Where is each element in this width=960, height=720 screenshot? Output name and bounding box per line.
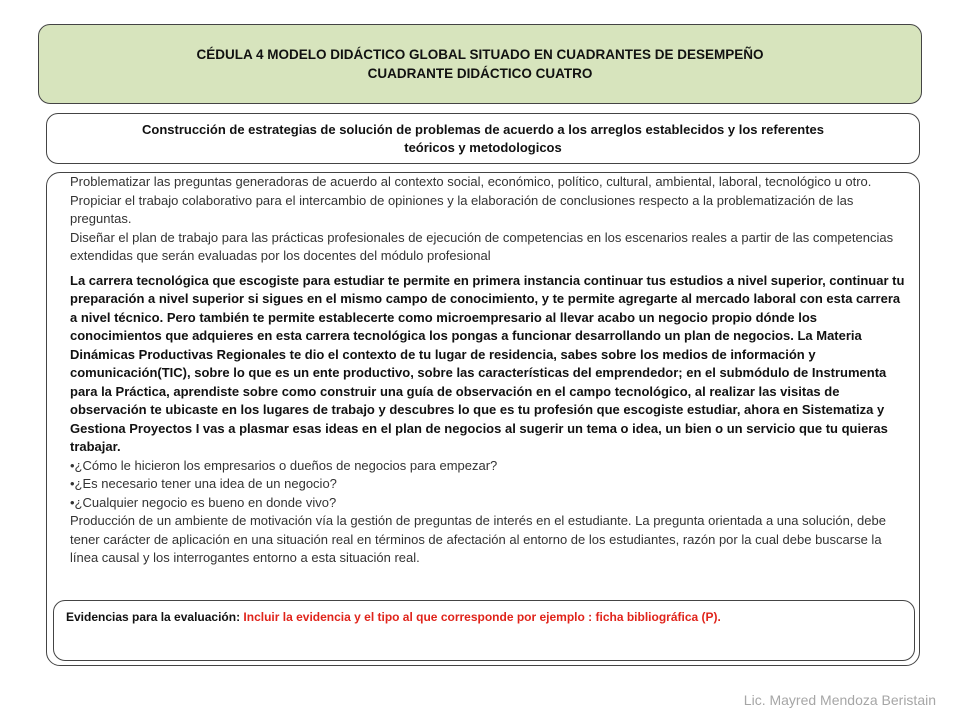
bullet-item: •¿Cualquier negocio es bueno en donde vivo?	[70, 494, 337, 510]
closing-paragraph: Producción de un ambiente de motivación vía la gestión de preguntas de interés en el estudiante. La pregunta orientada a una solución, debe tener carácter de aplicación en una situación real en términos de afectación al entorno de los estudiantes, razón por la cual debe buscarse la línea causal y los interrogantes entorno a esta situación real.	[70, 513, 886, 565]
intro-paragraph: Problematizar las preguntas generadoras de acuerdo al contexto social, económico, político, cultural, ambiental, laboral, tecnológico u otro. Propiciar el trabajo colaborativo para el intercambio de opiniones y la elaboración de conclusiones respecto a la problematización de las preguntas. Diseñar el plan de trabajo para las prácticas profesionales de ejecución de competencias en los escenarios reales a partir de las competencias extendidas que serán evaluadas por los docentes del módulo profesional	[70, 174, 894, 263]
bullet-item: •¿Es necesario tener una idea de un negocio?	[70, 476, 337, 491]
title-line-2: CUADRANTE DIDÁCTICO CUATRO	[367, 66, 593, 81]
bullet-item: •¿Cómo le hicieron los empresarios o dueños de negocios para empezar?	[70, 457, 498, 473]
title-box	[38, 24, 922, 104]
evidence-label: Evidencias para la evaluación:	[66, 610, 244, 624]
main-content	[70, 173, 906, 568]
evidence-text: Incluir la evidencia y el tipo al que corresponde por ejemplo : ficha bibliográfica (P).	[243, 610, 721, 624]
subtitle-box	[46, 113, 920, 164]
title-line-1: CÉDULA 4 MODELO DIDÁCTICO GLOBAL SITUADO EN CUADRANTES DE DESEMPEÑO	[196, 47, 764, 62]
career-paragraph: La carrera tecnológica que escogiste para estudiar te permite en primera instancia continuar tus estudios a nivel superior, continuar tu preparación a nivel superior si sigues en el mismo campo de conocimiento, y te permite agregarte al mercado laboral con esta carrera a nivel técnico. Pero también te permite establecerte como microempresario al llevar acabo un negocio propio dónde los conocimientos que adquieres en esta carrera tecnológica los pongas a funcionar desarrollando un plan de negocios. La Materia Dinámicas Productivas Regionales te dio el contexto de tu lugar de residencia, sabes sobre los medios de información y comunicación(TIC), sobre lo que es un ente productivo, sobre las características del emprendedor; en el submódulo de Instrumenta para la Práctica, aprendiste sobre como construir una guía de observación en el campo tecnológico, al realizar las visitas de observación te ubicaste en los lugares de trabajo y descubres lo que es tu profesión que escogiste estudiar, ahora en Sistematiza y Gestiona Proyectos I vas a plasmar esas ideas en el plan de negocios al sugerir un tema o idea, un bien o un servicio que tu quieras trabajar.	[70, 272, 905, 454]
subtitle-line-2: teóricos y metodologicos	[404, 139, 562, 155]
subtitle-line-1: Construcción de estrategias de solución de problemas de acuerdo a los arreglos establecidos y los referentes	[141, 121, 824, 137]
author-footer: Lic. Mayred Mendoza Beristain	[743, 692, 936, 708]
evidence-box	[53, 600, 915, 661]
